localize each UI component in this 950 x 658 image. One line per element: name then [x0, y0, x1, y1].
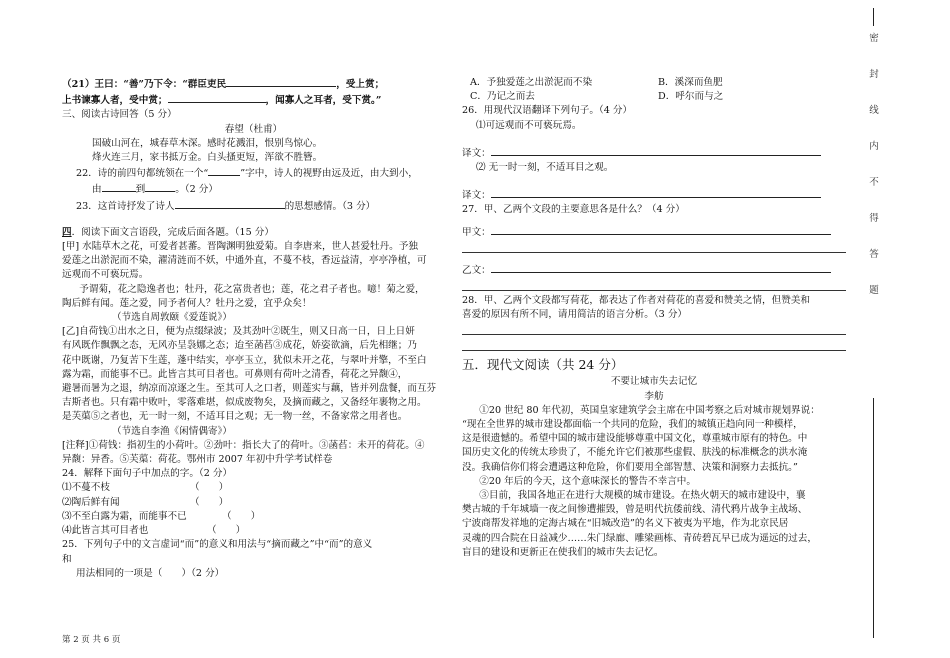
seal-char: 线 — [869, 105, 879, 116]
q26-title: 26．用现代汉语翻译下列句子。（4 分） — [462, 105, 633, 117]
answer-paren[interactable]: （ ） — [222, 510, 261, 522]
answer-blank[interactable] — [102, 181, 136, 192]
q22-text-b: ”字中，诗人的视野由远及近，由大到小， — [240, 168, 418, 180]
answer-blank[interactable] — [175, 198, 285, 209]
para1-line5: 没。我确信你们将会遭遇这种危险，你们要用全部智慧、决策和洞察力去抵抗。” — [462, 461, 798, 473]
note-line1: [注释]①荷钱：指初生的小荷叶。②劲叶：指长大了的荷叶。③菡萏：未开的荷花。④ — [62, 439, 425, 451]
q26-answer1 — [462, 145, 846, 161]
section4-title — [62, 226, 445, 240]
jia-line1: [甲] 水陆草木之花，可爱者甚蕃。晋陶渊明独爱菊。自李唐来，世人甚爱牡丹。予独 — [62, 241, 418, 253]
jia-line2: 爱莲之出淤泥而不染，濯清涟而不妖，中通外直，不蔓不枝，香远益清，亭亭净植，可 — [62, 255, 427, 267]
para2: ②20 年后的今天，这个意味深长的警告不幸言中。 — [479, 475, 696, 487]
q25-line3: 用法相同的一项是（ ）（2 分） — [76, 567, 225, 579]
yi-line2: 有风既作飘飘之态，无风亦呈袅娜之态；迨至菡萏③成花，娇姿欲滴，后先相继；乃 — [62, 340, 417, 352]
option-d[interactable]: D．呼尔而与之 — [658, 91, 724, 103]
q22-text-d: 到 — [135, 184, 146, 196]
option-b[interactable]: B．溪深而鱼肥 — [658, 77, 723, 88]
yi-label: 乙文： — [462, 264, 491, 276]
answer-line[interactable] — [491, 145, 821, 156]
seal-char: 答 — [869, 249, 879, 260]
seal-line-bottom — [873, 398, 874, 638]
q28-line1: 28．甲、乙两个文段都写荷花，都表达了作者对荷花的喜爱和赞美之情，但赞美和 — [462, 295, 810, 307]
yi-line7: 是芙蕖⑤之者也，无一时一刻，不适耳目之观；无一物一丝，不备家常之用者也。 — [62, 411, 408, 423]
para3-line4: 灵魂的四合院在日益减少……朱门绿廊、雕梁画栋、青砖碧瓦早已成为遥远的过去， — [462, 532, 817, 544]
yi-source: （节选自李渔《闲情偶寄》） — [112, 425, 232, 437]
q22-line1 — [62, 165, 445, 181]
poem-line2: 烽火连三月，家书抵万金。白头搔更短，浑欲不胜簪。 — [92, 152, 323, 164]
answer-blank[interactable] — [226, 76, 336, 87]
q24-item3 — [62, 510, 445, 524]
answer-paren[interactable]: （ ） — [207, 525, 246, 537]
q22-text-a: 22．诗的前四句都统领在一个“ — [76, 168, 209, 180]
q24-item4-text: ⑷此皆言其可目者也 — [62, 525, 149, 537]
jia-line3: 远观而不可亵玩焉。 — [62, 269, 149, 281]
q24-item1 — [62, 481, 445, 495]
q25-line1: 25．下列句子中的文言虚词“而”的意义和用法与“摘而藏之”中“而”的意义 — [62, 539, 373, 551]
seal-char: 封 — [869, 69, 879, 80]
jia-label: 甲文： — [462, 226, 491, 238]
q23-line — [62, 198, 445, 214]
option-c[interactable]: C．乃记之而去 — [470, 91, 535, 103]
page-footer: 第 2 页 共 6 页 — [62, 635, 121, 645]
q23-text-a: 23．这首诗抒发了诗人 — [76, 200, 175, 212]
q24-item1-text: ⑴不蔓不枝 — [62, 482, 110, 494]
q26-item2: ⑵ 无一时一刻，不适耳目之观。 — [476, 162, 614, 174]
jia-line5: 陶后鲜有闻。莲之爱，同予者何人？牡丹之爱，宜乎众矣！ — [62, 297, 312, 309]
answer-line[interactable] — [491, 187, 821, 198]
poem-title: 春望（杜甫） — [224, 123, 283, 135]
seal-char: 内 — [869, 141, 879, 152]
jia-source: （节选自周敦颐《爱莲说》） — [112, 312, 232, 324]
seal-char: 题 — [869, 285, 879, 296]
answer-blank[interactable] — [145, 181, 175, 192]
translation-label: 译文： — [462, 147, 491, 159]
answer-line[interactable] — [491, 262, 831, 273]
section4-text: ．阅读下面文言语段，完成后面各题。（15 分） — [71, 226, 274, 238]
seal-line-top — [873, 8, 874, 26]
article-author: 李舫 — [644, 390, 664, 402]
q25-line2: 和 — [62, 553, 72, 565]
seal-char: 不 — [869, 177, 879, 188]
yi-line4: 露为霜，而能事不已。此皆言其可目者也。可鼻则有荷叶之清香，荷花之异馥④， — [62, 368, 408, 380]
right-column — [462, 76, 846, 560]
q21-line1 — [62, 76, 445, 92]
para3-line3: 宁波商帮发祥地的定海古城在“旧城改造”的名义下被夷为平地，作为北京民居 — [462, 518, 789, 530]
q25-options-row1 — [462, 76, 846, 90]
q25-options-row2 — [462, 90, 846, 104]
q24-item3-text: ⑶不至白露为霜，而能事不已 — [62, 510, 187, 522]
yi-line1: [乙]自荷钱①出水之日，便为点缀绿波；及其劲叶②既生，则又日高一日，日上日妍 — [62, 326, 415, 338]
q22-text-e: 。（2 分） — [175, 184, 218, 196]
answer-blank[interactable] — [168, 92, 266, 103]
para3-line5: 盲目的建设和更新正在使我们的城市失去记忆。 — [462, 546, 664, 558]
answer-paren[interactable]: （ ） — [190, 496, 229, 508]
q24-title: 24．解释下面句子中加点的字。（2 分） — [62, 468, 233, 480]
seal-char: 得 — [869, 213, 879, 224]
q21-text-b: ，受上赏； — [336, 79, 385, 90]
q27-title: 27．甲、乙两个文段的主要意思各是什么？（4 分） — [462, 204, 685, 216]
q26-item1: ⑴可远观而不可亵玩焉。 — [476, 119, 582, 131]
q27-yi-answer — [462, 262, 846, 278]
answer-line[interactable] — [462, 322, 846, 335]
para1-line1: ①20 世纪 80 年代初，英国皇家建筑学会主席在中国考察之后对城市规划界说： — [479, 404, 820, 416]
q26-answer2 — [462, 187, 846, 203]
q22-text-c: 由 — [92, 184, 102, 196]
answer-paren[interactable]: （ ） — [190, 482, 229, 494]
section5-title: 五．现代文阅读（共 24 分） — [462, 357, 624, 373]
answer-line[interactable] — [491, 224, 831, 235]
translation-label: 译文： — [462, 190, 491, 202]
answer-line[interactable] — [462, 278, 846, 291]
yi-line5: 避暑而暑为之退，纳凉而凉逐之生。至其可人之口者，则莲实与藕，皆并列盘餐，而互芬 — [62, 383, 437, 395]
q22-line2 — [62, 181, 445, 197]
section4-number: 四 — [62, 226, 72, 238]
answer-line[interactable] — [462, 338, 846, 351]
section3-title: 三、阅读古诗回答（5 分） — [62, 109, 177, 121]
yi-line3: 花中既谢，乃复苦下生莲，蓬中结实，亭亭玉立，犹似未开之花，与翠叶并擎，不至白 — [62, 354, 427, 366]
seal-line-label — [866, 30, 882, 318]
q21-text-c: 上书谏寡人者，受中赏； — [62, 95, 168, 107]
para3-line2: 樊古城的千年城墙一夜之间惨遭摧毁，曾是明代抗倭前线、清代鸦片战争主战场、 — [462, 504, 808, 516]
q28-line2: 喜爱的原因有所不同，请用简洁的语言分析。（3 分） — [462, 309, 688, 321]
q24-item2 — [62, 496, 445, 510]
q24-item2-text: ⑵陶后鲜有闻 — [62, 496, 120, 508]
poem-line1: 国破山河在，城春草木深。感时花溅泪，恨别鸟惊心。 — [92, 137, 323, 149]
note-line2: 异馥：异香。⑤芙蕖：荷花。鄂州市 2007 年初中升学考试样卷 — [62, 454, 333, 466]
seal-char: 密 — [869, 33, 879, 44]
q21-line2 — [62, 92, 445, 108]
q21-text-d: ，闻寡人之耳者，受下赏。” — [265, 95, 382, 107]
answer-blank[interactable] — [208, 165, 240, 176]
para1-line4: 国历史文化的传统太珍贵了，不能允许它们被那些虚假、肤浅的标准概念的洪水淹 — [462, 447, 808, 459]
article-title: 不要让城市失去记忆 — [610, 376, 698, 388]
jia-line4: 予谓菊，花之隐逸者也；牡丹，花之富贵者也；莲，花之君子者也。噫！菊之爱， — [79, 283, 425, 295]
para1-line3: 这是很遗憾的。希望中国的城市建设能够尊重中国文化，尊重城市原有的特色。中 — [462, 433, 808, 445]
q24-item4 — [62, 524, 445, 538]
q21-text-a: （21）王曰：“善”乃下令：“群臣吏民 — [62, 79, 227, 90]
left-column — [62, 76, 445, 581]
option-a[interactable]: A．予独爱莲之出淤泥而不染 — [470, 77, 593, 88]
answer-line[interactable] — [462, 240, 846, 253]
yi-line6: 吉斯者也。只有霜中败叶，零落难堪，似成废物矣，及摘而藏之，又备经年裹物之用。 — [62, 397, 427, 409]
para1-line2: “现在全世界的城市建设都面临一个共同的危险，我们的城镇正趋向同一种模样， — [462, 419, 803, 431]
q27-jia-answer — [462, 224, 846, 240]
q23-text-b: 的思想感情。（3 分） — [284, 200, 376, 212]
para3-line1: ③目前，我国各地正在进行大规模的城市建设。在热火朝天的城市建设中，襄 — [479, 490, 806, 502]
